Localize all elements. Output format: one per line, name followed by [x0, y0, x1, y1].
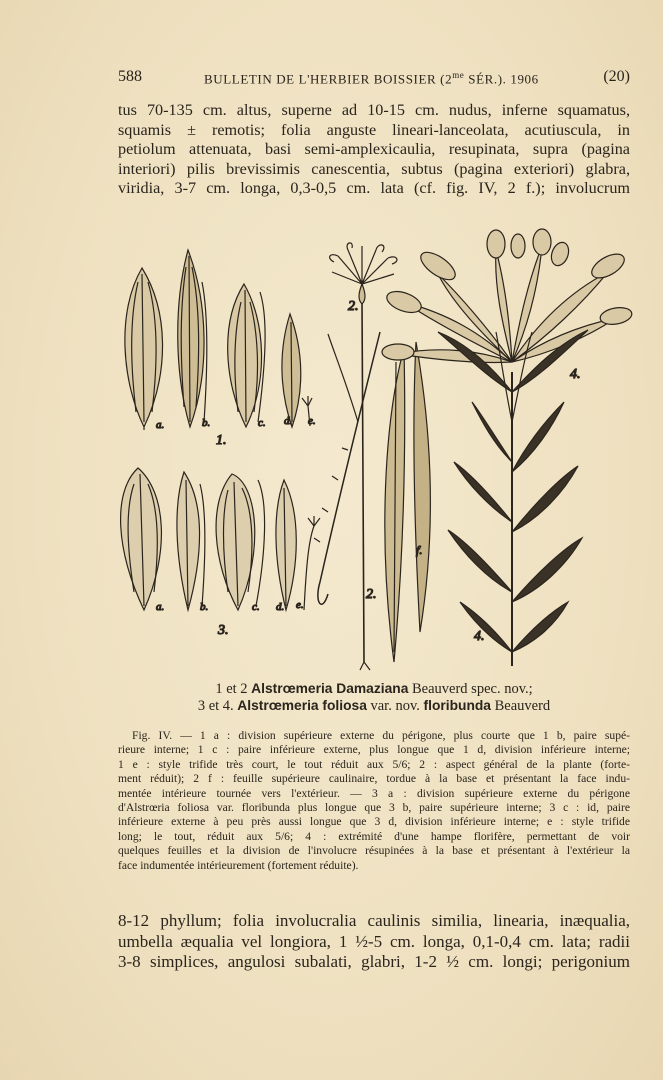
label-3b: b. [200, 601, 209, 613]
text-line: interiori) pilis brevissimis canescentia, subtus (pagina exteriori) glabra, [118, 159, 630, 178]
caption-suffix-2: Beauverd [490, 698, 551, 714]
plate-drawing [108, 222, 638, 672]
label-1c: c. [258, 417, 266, 429]
legend-line: long; le tout, réduit aux 5/6; 4 : extrémité d'une hampe florifère, permettant de voir [118, 829, 630, 843]
label-3a: a. [156, 601, 165, 613]
text-line: 3-8 simplices, angulosi subalati, glabri, 1-2 ½ cm. longi; perigonium [118, 952, 630, 971]
label-1d: d. [284, 415, 293, 427]
label-fig2-bottom: 2. [366, 587, 377, 602]
legend-line: d'Alstrœria foliosa var. floribunda plus longue que 3 b, paire supérieure interne; 3 c : id, paire [118, 801, 630, 815]
species-name-foliosa: Alstrœmeria foliosa [237, 698, 367, 713]
label-3d: d. [276, 601, 285, 613]
label-3e: e. [296, 599, 304, 611]
label-1a: a. [156, 419, 165, 431]
label-2f: f. [416, 543, 423, 557]
running-head [204, 70, 539, 87]
species-name-damaziana: Alstrœmeria Damaziana [251, 681, 409, 696]
label-1b: b. [202, 417, 211, 429]
text-line: umbella æqualia vel longiora, 1 ½-5 cm. longa, 0,1-0,4 cm. lata; radii [118, 931, 630, 951]
label-1e: e. [308, 415, 316, 427]
label-fig3: 3. [218, 623, 229, 638]
running-head-text: BULLETIN DE L'HERBIER BOISSIER (2 [204, 71, 453, 87]
label-fig1: 1. [216, 433, 227, 448]
legend-line: inférieure externe à peu près aussi longue que 3 d, division inférieure interne; e : style trifide [118, 815, 630, 829]
running-head-sup: me [452, 70, 465, 80]
caption-prefix-1: 1 et 2 [215, 681, 252, 697]
label-fig2-top: 2. [348, 299, 359, 314]
text-line: petiolum attenuata, basi semi-amplexicaulia, resupinata, supra (pagina [118, 140, 630, 159]
botanical-plate [108, 222, 638, 672]
label-fig4-bottom: 4. [474, 629, 485, 644]
text-line: tus 70-135 cm. altus, superne ad 10-15 cm. nudus, inferne squamatus, [118, 101, 630, 119]
bottom-paragraph [118, 911, 630, 973]
legend-line: mentée intérieure tournée vers l'extérieur. — 3 a : division supérieure externe du périgone [118, 786, 630, 800]
label-fig4-top: 4. [570, 367, 581, 382]
top-paragraph [118, 101, 630, 199]
legend-line: Fig. IV. — 1 a : division supérieure externe du périgone, plus courte que 1 b, paire supé- [132, 729, 630, 742]
text-line: 8-12 phyllum; folia involucralia caulinis similia, linearia, inæqualia, [118, 911, 630, 930]
figure-3-tepals [121, 468, 320, 610]
sheet-number: (20) [603, 68, 630, 85]
caption-suffix-1: Beauverd spec. nov.; [408, 681, 533, 697]
legend-line: rieure interne; 1 c : paire inférieure externe, plus longue que 1 d, division inférieure interne; [118, 743, 630, 757]
caption-mid-2: var. nov. [366, 698, 424, 714]
figure-1-tepals [125, 250, 312, 430]
text-line: viridia, 3-7 cm. longa, 0,3-0,5 cm. lata (cf. fig. IV, 2 f.); involucrum [118, 179, 630, 198]
caption-prefix-2: 3 et 4. [197, 698, 238, 714]
legend-line: face indumentée intérieurement (fortement réduite). [118, 858, 359, 872]
legend-line: 1 e : style trifide très court, le tout réduit aux 5/6; 2 : aspect général de la plante (forte- [118, 757, 630, 771]
running-head-end: SÉR.). 1906 [464, 71, 539, 87]
variety-name-floribunda: floribunda [423, 698, 491, 713]
label-3c: c. [252, 601, 260, 613]
legend-line: ment réduit); 2 f : feuille supérieure caulinaire, tordue à la base et présentant la face indu- [118, 772, 630, 786]
caption-line-1 [118, 680, 630, 698]
page-number: 588 [118, 68, 142, 85]
legend-line: quelques feuilles et la division de l'involucre résupinées à la base et présentant à l'extérieur la [118, 844, 630, 858]
caption-line-2 [118, 697, 630, 715]
page-header [118, 66, 630, 90]
text-line: squamis ± remotis; folia anguste lineari-lanceolata, acutiuscula, in [118, 120, 630, 139]
figure-legend [118, 729, 630, 873]
umbel-flowers [382, 229, 633, 363]
